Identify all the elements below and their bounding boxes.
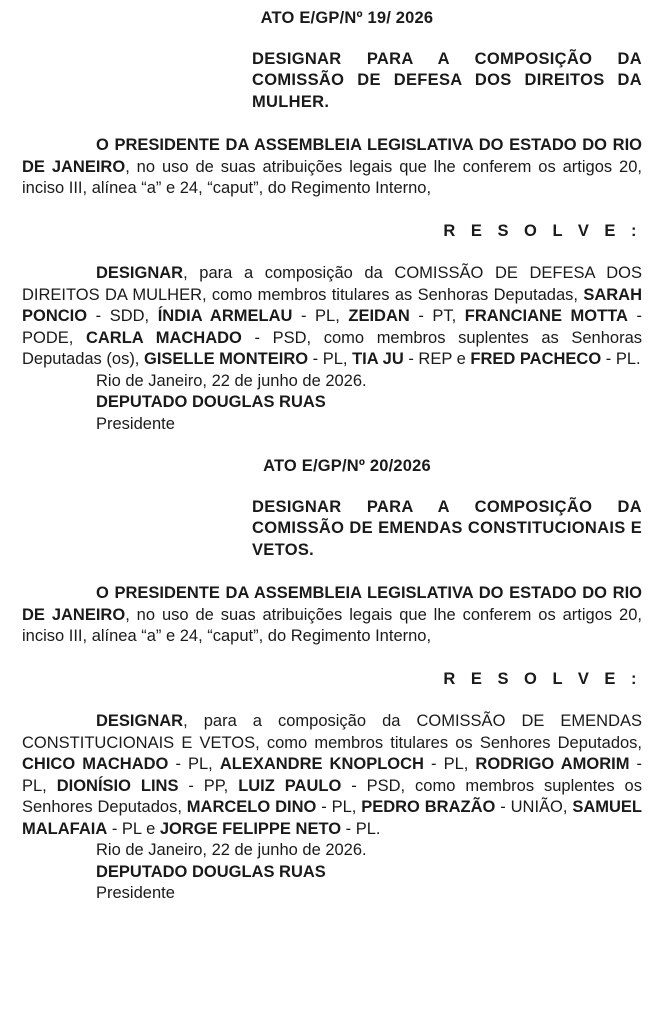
designation-text: - PP, xyxy=(178,776,239,795)
member-name: PEDRO BRAZÃO xyxy=(361,798,496,816)
ato-20-preamble-bold: O PRESIDENTE DA ASSEMBLEIA LEGISLATIVA DO ESTADO DO RIO DE JANEIRO xyxy=(22,584,642,624)
document-page xyxy=(22,8,642,926)
ato-19-title: ATO E/GP/Nº 19/ 2026 xyxy=(260,9,434,27)
member-name: RODRIGO AMORIM xyxy=(475,755,630,773)
designation-text: - PSD, como membros suplentes os Senhores Deputados, xyxy=(22,776,642,816)
ato-20-resolve: R E S O L V E : xyxy=(443,669,642,688)
designation-text: - PL, xyxy=(316,798,362,816)
designation-text: - SDD, xyxy=(87,307,158,325)
ato-20-signature xyxy=(22,840,642,905)
designation-text: - PL, xyxy=(292,307,349,325)
signer-role: Presidente xyxy=(96,414,175,433)
member-name: SARAH PONCIO xyxy=(22,285,642,325)
signer-name: DEPUTADO DOUGLAS RUAS xyxy=(96,862,326,881)
ato-20-title: ATO E/GP/Nº 20/2026 xyxy=(263,457,431,475)
ato-19-signature xyxy=(22,371,642,436)
ato-19-preamble xyxy=(22,135,642,200)
designation-text: , para a composição da COMISSÃO DE EMENDAS CONSTITUCIONAIS E VETOS, como membros titulares os Senhores Deputados, xyxy=(22,712,642,752)
ato-20-section xyxy=(22,456,642,905)
ato-20-preamble xyxy=(22,583,642,648)
ato-20-designation xyxy=(22,711,642,840)
designation-text: - PL, xyxy=(308,350,353,368)
place-date: Rio de Janeiro, 22 de junho de 2026. xyxy=(96,371,367,390)
ato-19-ementa: DESIGNAR PARA A COMPOSIÇÃO DA COMISSÃO DE DEFESA DOS DIREITOS DA MULHER. xyxy=(252,49,642,111)
designation-text: - PL. xyxy=(601,350,641,368)
designation-text: - REP e xyxy=(403,350,471,368)
member-name: FRANCIANE MOTTA xyxy=(464,307,628,325)
member-name: ÍNDIA ARMELAU xyxy=(157,307,293,325)
designation-text: - UNIÃO, xyxy=(495,798,573,816)
designation-text: - PL. xyxy=(341,819,381,838)
designation-text: - PSD, como membros suplentes as Senhoras Deputadas (os), xyxy=(22,328,642,368)
signer-role: Presidente xyxy=(96,884,175,902)
designation-text: - PL, xyxy=(423,755,476,773)
designar-keyword: DESIGNAR xyxy=(96,264,184,282)
member-name: ALEXANDRE KNOPLOCH xyxy=(219,755,424,773)
ato-19-section xyxy=(22,8,642,435)
member-name: DIONÍSIO LINS xyxy=(56,776,179,795)
designation-text: - PL e xyxy=(107,819,160,838)
member-name: ZEIDAN xyxy=(348,307,410,325)
ato-19-designation xyxy=(22,263,642,371)
member-name: TIA JU xyxy=(352,350,404,368)
member-name: GISELLE MONTEIRO xyxy=(143,350,309,368)
designation-text: - PODE, xyxy=(22,307,643,347)
designation-text: - PL, xyxy=(168,755,220,773)
designation-text: - PL, xyxy=(22,755,643,795)
place-date: Rio de Janeiro, 22 de junho de 2026. xyxy=(96,841,367,859)
signer-name: DEPUTADO DOUGLAS RUAS xyxy=(96,393,326,411)
ato-20-ementa: DESIGNAR PARA A COMPOSIÇÃO DA COMISSÃO DE EMENDAS CONSTITUCIONAIS E VETOS. xyxy=(252,497,642,559)
member-name: MARCELO DINO xyxy=(186,798,317,816)
ato-19-resolve: R E S O L V E : xyxy=(443,221,642,240)
member-name: CARLA MACHADO xyxy=(85,328,242,347)
member-name: FRED PACHECO xyxy=(470,350,602,368)
designar-keyword: DESIGNAR xyxy=(96,712,184,730)
ato-20-preamble-rest: , no uso de suas atribuições legais que lhe conferem os artigos 20, inciso III, alínea “a” e 24, “caput”, do Regimento Interno, xyxy=(22,605,642,645)
member-name: CHICO MACHADO xyxy=(22,755,169,773)
ato-19-preamble-rest: , no uso de suas atribuições legais que lhe conferem os artigos 20, inciso III, alínea “a” e 24, “caput”, do Regimento Interno, xyxy=(22,157,642,197)
member-name: LUIZ PAULO xyxy=(238,776,342,795)
designation-text: - PT, xyxy=(409,307,465,325)
ato-19-preamble-bold: O PRESIDENTE DA ASSEMBLEIA LEGISLATIVA DO ESTADO DO RIO DE JANEIRO xyxy=(22,136,642,176)
member-name: JORGE FELIPPE NETO xyxy=(159,819,342,838)
designation-text: , para a composição da COMISSÃO DE DEFESA DOS DIREITOS DA MULHER, como membros titulares as Senhoras Deputadas, xyxy=(22,264,642,304)
member-name: SAMUEL MALAFAIA xyxy=(22,798,642,838)
